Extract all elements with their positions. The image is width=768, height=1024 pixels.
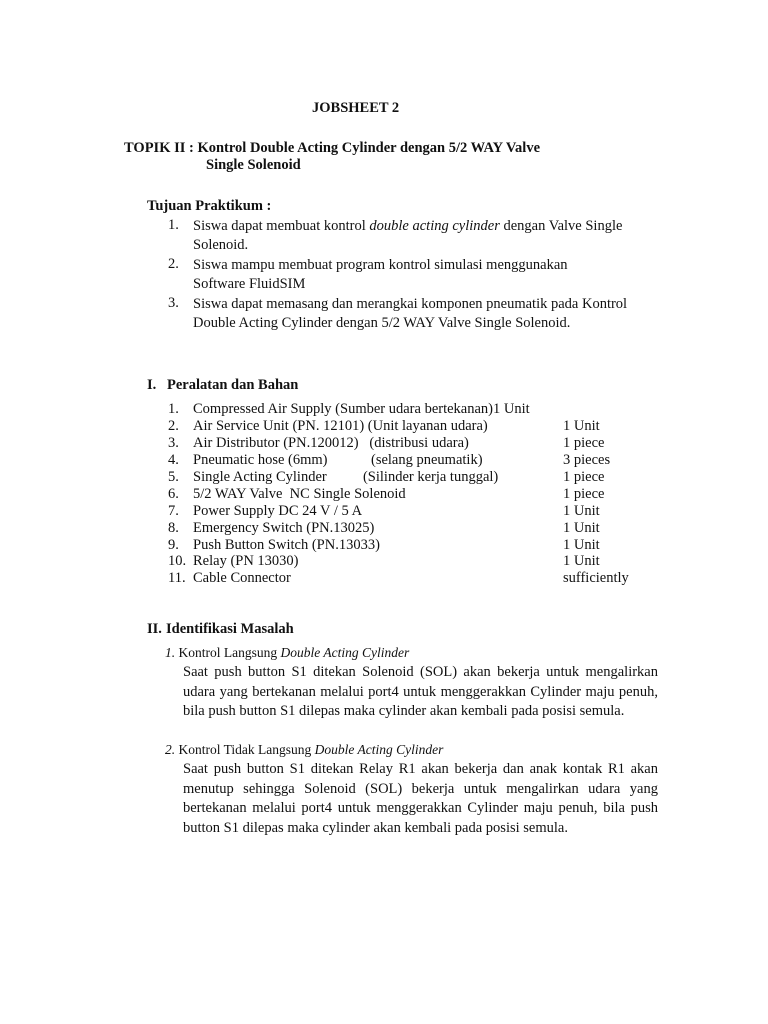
tujuan-item: Siswa dapat membuat kontrol double acting cylinder dengan Valve Single Solenoid. — [193, 218, 623, 253]
tujuan-heading: Tujuan Praktikum : — [147, 198, 272, 214]
tujuan-item-number: 2. — [168, 256, 179, 272]
section-2-heading: Identifikasi Masalah — [166, 621, 294, 637]
subsection-1-heading: 1. Kontrol Langsung Double Acting Cylinder — [165, 645, 410, 660]
subsection-1-text: Saat push button S1 ditekan Solenoid (SOL) akan bekerja untuk mengalirkan udara yang bertekanan melalui port4 untuk menggerakkan Cylinder maju penuh, bila push button S1 dilepas maka cylinder akan kembali pada posisi semula. — [183, 664, 658, 719]
subsection-2-heading: 2. Kontrol Tidak Langsung Double Acting Cylinder — [165, 742, 444, 757]
tujuan-item: Siswa mampu membuat program kontrol simulasi menggunakan Software FluidSIM — [193, 257, 568, 292]
tujuan-item-emphasis: double acting cylinder — [369, 218, 500, 234]
tujuan-item-number: 3. — [168, 295, 179, 311]
section-1-heading: Peralatan dan Bahan — [167, 377, 299, 393]
topic-line-2: Single Solenoid — [206, 157, 301, 173]
document-title: JOBSHEET 2 — [312, 100, 400, 116]
tujuan-item: Siswa dapat memasang dan merangkai komponen pneumatik pada Kontrol Double Acting Cylinder dengan 5/2 WAY Valve Single Solenoid. — [193, 296, 628, 331]
section-1-number: I. — [147, 377, 157, 393]
section-2-number: II. — [147, 621, 162, 637]
topic-line-1: TOPIK II : Kontrol Double Acting Cylinder dengan 5/2 WAY Valve — [124, 140, 541, 156]
tujuan-item-number: 1. — [168, 217, 179, 233]
subsection-2-text: Saat push button S1 ditekan Relay R1 akan bekerja dan anak kontak R1 akan menutup sehingga Solenoid (SOL) bekerja untuk mengalirkan udara yang bertekanan melalui port4 untuk menggerakkan Cylinder maju penuh, bila push button S1 dilepas maka cylinder akan kembali pada posisi semula. — [183, 761, 658, 836]
